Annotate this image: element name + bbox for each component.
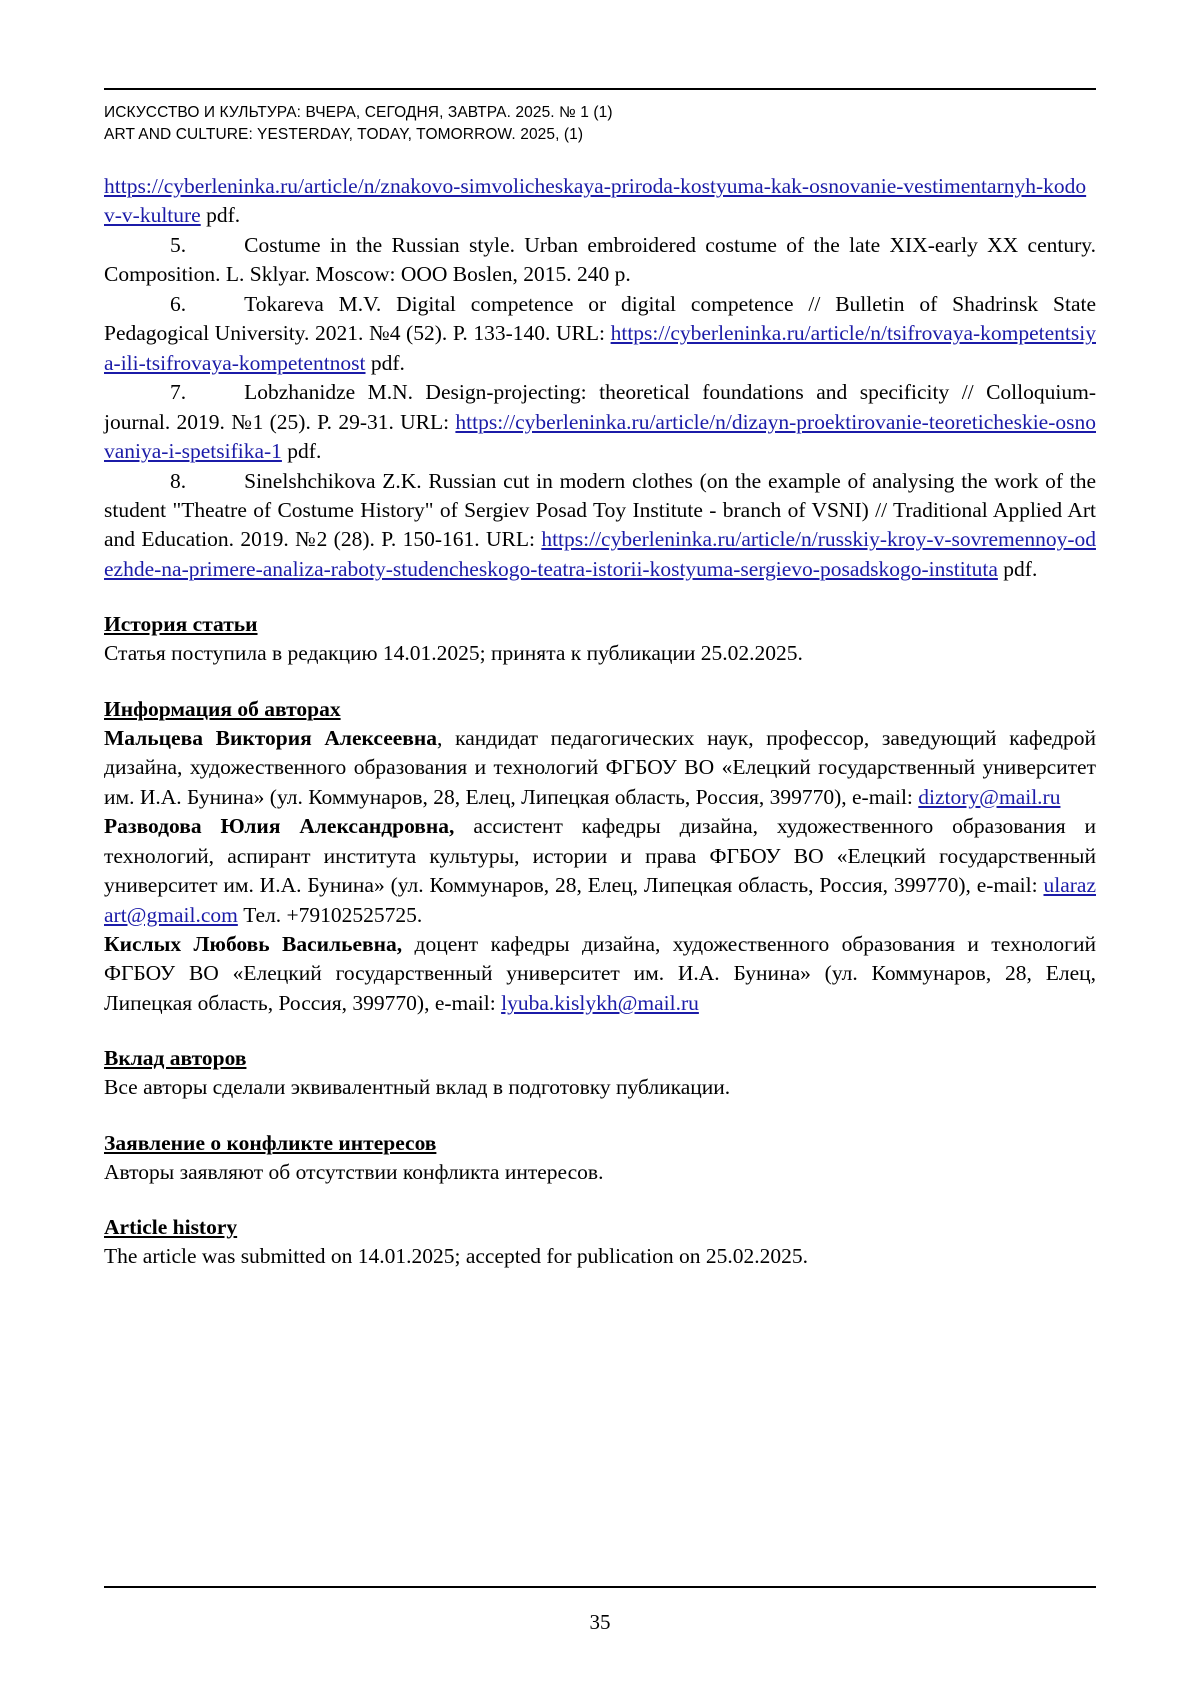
reference-text-7: Lobzhanidze M.N. Design-projecting: theoretical foundations and specificity // Colloquium-journal. 2019. №1 (25). P. 29-31. URL: <box>104 380 1096 434</box>
author-entry-3 <box>104 930 1096 1018</box>
reference-item-6 <box>104 290 1096 378</box>
reference-text-8: Sinelshchikova Z.K. Russian cut in modern clothes (on the example of analysing the work of the student "Theatre of Costume History" of Sergiev Posad Toy Institute - branch of VSNI) // Traditional Applied Art and Education. 2019. №2 (28). P. 150-161. URL: <box>104 468 1096 552</box>
reference-suffix-8: pdf. <box>997 556 1038 581</box>
author-name-1: Мальцева Виктория Алексеевна <box>104 725 438 750</box>
section-title-conflict: Заявление о конфликте интересов <box>104 1130 437 1155</box>
reference-link-6[interactable]: https://cyberleninka.ru/article/n/tsifrovaya-kompetentsiya-ili-tsifrovaya-kompetentnost <box>104 321 1096 375</box>
section-title-article-history-en: Article history <box>104 1215 238 1240</box>
reference-number-7: 7. <box>170 380 187 405</box>
page-footer <box>104 1586 1096 1635</box>
reference-text-5: Costume in the Russian style. Urban embroidered costume of the late XIX-early XX century. Composition. L. Sklyar. Moscow: OOO Boslen, 2015. 240 p. <box>104 232 1096 287</box>
running-head-line-en: ART AND CULTURE: YESTERDAY, TODAY, TOMORROW. 2025, (1) <box>104 126 584 143</box>
running-head-line-ru: ИСКУССТВО И КУЛЬТУРА: ВЧЕРА, СЕГОДНЯ, ЗАВТРА. 2025. № 1 (1) <box>104 104 613 121</box>
reference-suffix-6: pdf. <box>365 350 405 375</box>
section-contribution <box>104 1046 1096 1102</box>
running-head <box>104 102 1096 146</box>
section-body-contribution: Все авторы сделали эквивалентный вклад в подготовку публикации. <box>104 1075 731 1100</box>
reference-item-5 <box>104 231 1096 290</box>
author-entry-2 <box>104 812 1096 930</box>
section-title-authors-info: Информация об авторах <box>104 696 341 721</box>
author-email-1[interactable]: diztory@mail.ru <box>918 784 1061 809</box>
reference-number-8: 8. <box>170 468 187 493</box>
header-divider <box>104 88 1096 90</box>
section-conflict <box>104 1131 1096 1187</box>
author-name-3: Кислых Любовь Васильевна, <box>104 931 403 956</box>
author-affiliation-3: доцент кафедры дизайна, художественного образования и технологий ФГБОУ ВО «Елецкий государственный университет им. И.А. Бунина» (ул. Коммунаров, 28, Елец, Липецкая область, Россия, 399770), e-mail: <box>104 931 1096 1015</box>
author-affiliation-2: ассистент кафедры дизайна, художественного образования и технологий, аспирант института культуры, истории и права ФГБОУ ВО «Елецкий государственный университет им. И.А. Бунина» (ул. Коммунаров, 28, Елец, Липецкая область, Россия, 399770), e-mail: <box>104 814 1096 898</box>
section-body-article-history-en: The article was submitted on 14.01.2025; accepted for publication on 25.02.2025. <box>104 1244 808 1269</box>
author-entry-1 <box>104 724 1096 812</box>
reference-link-7[interactable]: https://cyberleninka.ru/article/n/dizayn-proektirovanie-teoreticheskie-osnovaniya-i-spetsifika-1 <box>104 409 1096 464</box>
author-email-3[interactable]: lyuba.kislykh@mail.ru <box>501 990 699 1015</box>
reference-item-8 <box>104 467 1096 585</box>
reference-item-7 <box>104 378 1096 466</box>
references-block <box>104 172 1096 584</box>
reference-number-6: 6. <box>170 291 187 316</box>
reference-link-8[interactable]: https://cyberleninka.ru/article/n/russkiy-kroy-v-sovremennoy-odezhde-na-primere-analiza-raboty-studencheskogo-teatra-istorii-kostyuma-sergievo-posadskogo-instituta <box>104 527 1096 581</box>
author-name-2: Разводова Юлия Александровна, <box>104 814 455 839</box>
section-title-article-history-ru: История статьи <box>104 612 258 637</box>
reference-link-0[interactable]: https://cyberleninka.ru/article/n/znakovo-simvolicheskaya-priroda-kostyuma-kak-osnovanie-vestimentarnyh-kodov-v-kulture <box>104 174 1087 228</box>
section-article-history-ru <box>104 612 1096 668</box>
section-authors-info <box>104 697 1096 1019</box>
reference-suffix-7: pdf. <box>281 439 322 464</box>
reference-text-6: Tokareva M.V. Digital competence or digital competence // Bulletin of Shadrinsk State Pedagogical University. 2021. №4 (52). P. 133-140. URL: <box>104 291 1096 346</box>
page-number: 35 <box>589 1610 611 1634</box>
author-email-2[interactable]: ularazart@gmail.com <box>104 873 1096 927</box>
footer-divider <box>104 1586 1096 1588</box>
author-suffix-2: Тел. +79102525725. <box>237 902 423 927</box>
section-body-conflict: Авторы заявляют об отсутствии конфликта интересов. <box>104 1159 604 1184</box>
section-body-article-history-ru: Статья поступила в редакцию 14.01.2025; принята к публикации 25.02.2025. <box>104 641 803 666</box>
section-article-history-en <box>104 1215 1096 1271</box>
section-title-contribution: Вклад авторов <box>104 1046 247 1071</box>
top-link-suffix: pdf. <box>200 203 241 228</box>
author-affiliation-1: , кандидат педагогических наук, профессор, заведующий кафедрой дизайна, художественного образования и технологий ФГБОУ ВО «Елецкий государственный университет им. И.А. Бунина» (ул. Коммунаров, 28, Елец, Липецкая область, Россия, 399770), e-mail: <box>104 725 1096 809</box>
reference-number-5: 5. <box>170 232 187 257</box>
top-reference-link-paragraph <box>104 172 1096 231</box>
